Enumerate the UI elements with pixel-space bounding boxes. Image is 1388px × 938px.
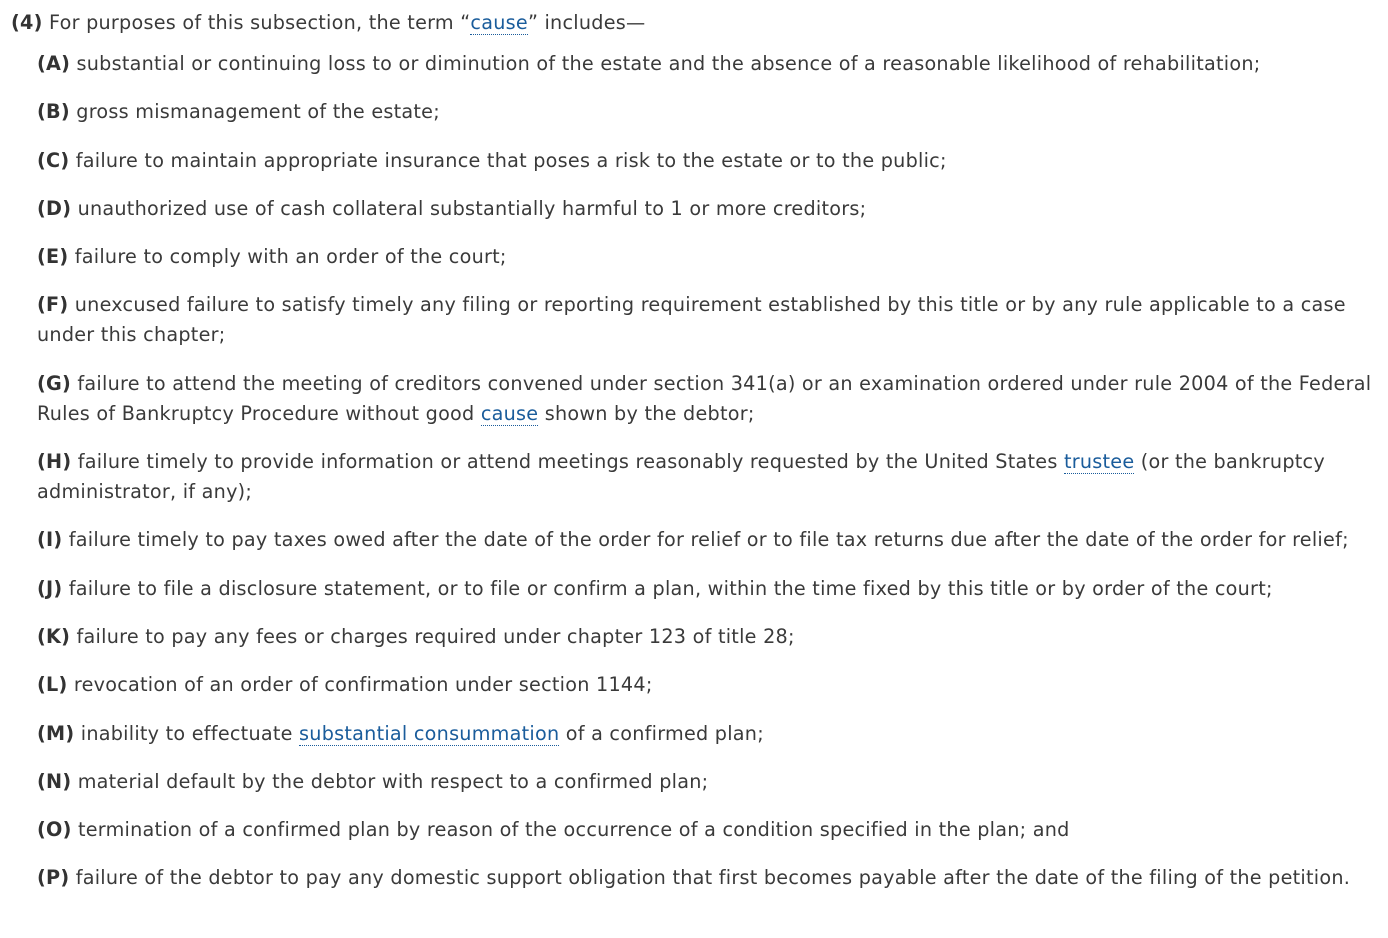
subparagraph-text: failure timely to pay taxes owed after the date of the order for relief or to file tax returns due after the date of the order for relief; (62, 528, 1349, 552)
paragraph-4-lead (11, 8, 645, 38)
subparagraph-enum: (A) (37, 52, 71, 75)
definition-link-cause[interactable]: cause (480, 401, 539, 425)
subparagraph-enum: (L) (37, 673, 68, 697)
subparagraph-n (37, 767, 1383, 797)
subparagraph-enum: (F) (37, 293, 69, 317)
subparagraph-text: termination of a confirmed plan by reason of the occurrence of a condition specified in the plan; and (71, 818, 1070, 842)
subparagraph-text: failure to comply with an order of the court; (68, 245, 507, 269)
subparagraph-h (37, 447, 1383, 507)
subparagraph-e (37, 242, 1383, 272)
definition-link-substantial-consummation[interactable]: substantial consummation (299, 721, 560, 745)
subparagraph-o (37, 815, 1383, 845)
subparagraph-text: gross mismanagement of the estate; (69, 100, 440, 124)
subparagraph-b (37, 97, 1383, 127)
subparagraph-text: failure to maintain appropriate insurance that poses a risk to the estate or to the public; (69, 148, 947, 172)
subparagraph-text: substantial or continuing loss to or diminution of the estate and the absence of a reasonable likelihood of rehabilitation; (70, 52, 1261, 75)
subparagraph-text: material default by the debtor with respect to a confirmed plan; (71, 769, 709, 793)
subparagraph-d (37, 194, 1383, 224)
subparagraph-text: unexcused failure to satisfy timely any filing or reporting requirement established by this title or by any rule applicable to a case under this chapter; (37, 293, 1346, 347)
lead-text-before: For purposes of this subsection, the term “ (42, 11, 471, 34)
definition-link-cause[interactable]: cause (470, 11, 528, 34)
paragraph-enum: (4) (11, 11, 43, 34)
subparagraph-p (37, 863, 1383, 893)
subparagraph-j (37, 574, 1383, 604)
subparagraph-text-after: (or the bankruptcy administrator, if any); (37, 450, 1325, 504)
definition-link-trustee[interactable]: trustee (1063, 450, 1135, 474)
subparagraph-text-before: inability to effectuate (74, 721, 300, 745)
subparagraph-enum: (P) (37, 866, 70, 890)
subparagraph-f (37, 290, 1383, 350)
subparagraph-enum: (E) (37, 245, 69, 269)
subparagraph-enum: (J) (37, 576, 63, 600)
subparagraph-enum: (H) (37, 450, 72, 474)
subparagraph-text: failure of the debtor to pay any domestic support obligation that first becomes payable after the date of the filing of the petition. (69, 866, 1351, 890)
subparagraph-c (37, 146, 1383, 176)
subparagraph-enum: (I) (37, 528, 63, 552)
subparagraph-i (37, 525, 1383, 555)
subparagraph-a (37, 49, 1383, 79)
subparagraph-enum: (D) (37, 196, 72, 220)
subparagraph-text: failure to file a disclosure statement, or to file or confirm a plan, within the time fixed by this title or by order of the court; (62, 576, 1273, 600)
subparagraph-text: failure to pay any fees or charges required under chapter 123 of title 28; (70, 624, 795, 648)
subparagraph-text-after: of a confirmed plan; (559, 721, 764, 745)
subparagraph-enum: (M) (37, 721, 75, 745)
subparagraph-m (37, 719, 1383, 749)
lead-text-after: ” includes— (527, 11, 646, 34)
subparagraph-l (37, 670, 1383, 700)
subparagraph-text-after: shown by the debtor; (538, 401, 755, 425)
subparagraph-enum: (N) (37, 769, 72, 793)
subparagraph-enum: (C) (37, 148, 70, 172)
subparagraph-k (37, 622, 1383, 652)
subparagraph-enum: (B) (37, 100, 70, 124)
subparagraph-list (37, 49, 1383, 912)
subparagraph-text-before: failure to attend the meeting of creditors convened under section 341(a) or an examination ordered under rule 2004 of the Federal Rules of Bankruptcy Procedure without good (37, 371, 1372, 425)
subparagraph-enum: (K) (37, 624, 71, 648)
subparagraph-text: unauthorized use of cash collateral substantially harmful to 1 or more creditors; (71, 196, 867, 220)
subparagraph-enum: (O) (37, 818, 72, 842)
subparagraph-text: revocation of an order of confirmation under section 1144; (67, 673, 653, 697)
subparagraph-enum: (G) (37, 371, 72, 395)
subparagraph-text-before: failure timely to provide information or attend meetings reasonably requested by the United States (71, 450, 1064, 474)
subparagraph-g (37, 369, 1383, 429)
